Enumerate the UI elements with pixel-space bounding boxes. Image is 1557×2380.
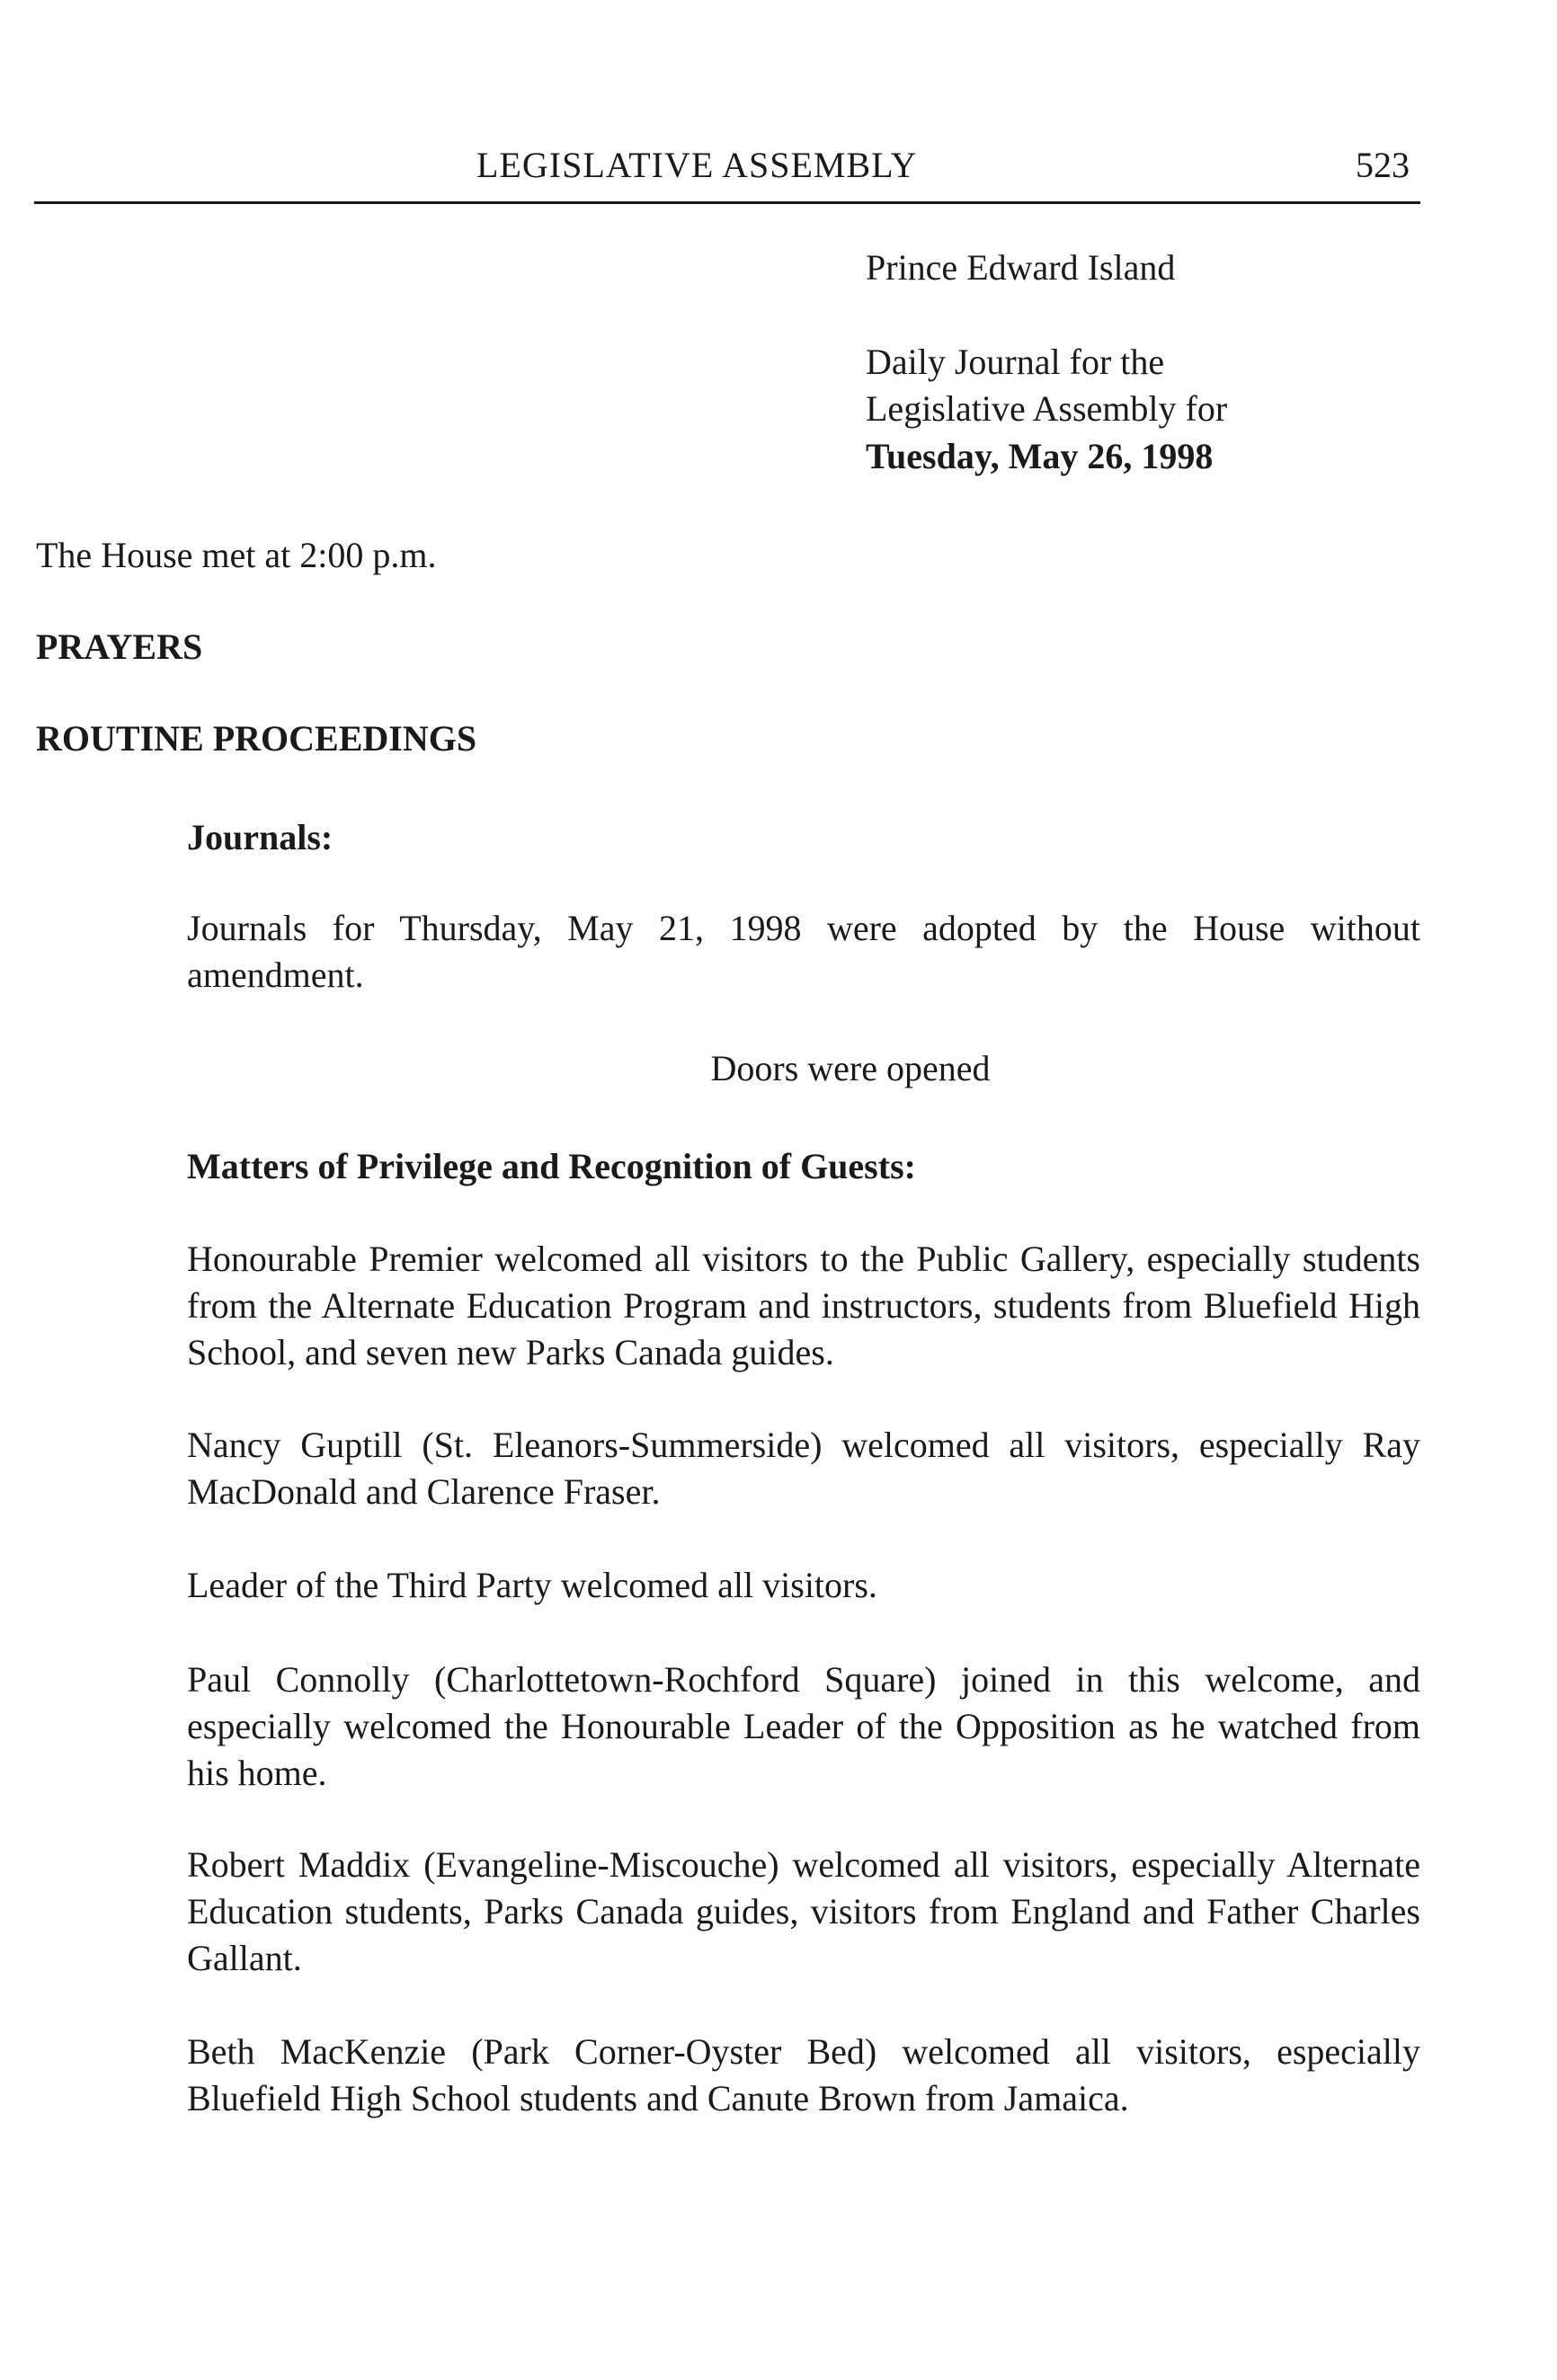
running-header-title: LEGISLATIVE ASSEMBLY xyxy=(476,145,918,185)
guest-paragraph: Honourable Premier welcomed all visitors to the Public Gallery, especially students from the Alternate Education Program and instructors, students from Bluefield High School, and seven new Parks Canada guides. xyxy=(187,1239,1420,1372)
journal-date: Tuesday, May 26, 1998 xyxy=(866,436,1214,476)
guest-paragraph: Paul Connolly (Charlottetown-Rochford Square) joined in this welcome, and especially welcomed the Honourable Leader of the Opposition as he watched from his home. xyxy=(187,1659,1420,1793)
header-rule xyxy=(34,201,1420,204)
doors-opened-line: Doors were opened xyxy=(710,1048,991,1088)
routine-proceedings-heading: ROUTINE PROCEEDINGS xyxy=(36,718,477,759)
house-met-line: The House met at 2:00 p.m. xyxy=(36,535,437,575)
guest-paragraph: Beth MacKenzie (Park Corner-Oyster Bed) welcomed all visitors, especially Bluefield High School students and Canute Brown from Jamaica. xyxy=(187,2031,1420,2118)
journals-heading: Journals: xyxy=(187,817,334,857)
province-name: Prince Edward Island xyxy=(866,247,1176,288)
journal-title-line2: Legislative Assembly for xyxy=(866,388,1228,429)
guest-paragraph: Nancy Guptill (St. Eleanors-Summerside) welcomed all visitors, especially Ray MacDonald and Clarence Fraser. xyxy=(187,1425,1420,1512)
page-number: 523 xyxy=(1356,145,1410,185)
journal-title-line1: Daily Journal for the xyxy=(866,342,1165,382)
guest-paragraph: Robert Maddix (Evangeline-Miscouche) welcomed all visitors, especially Alternate Education students, Parks Canada guides, visitors from England and Father Charles Gallant. xyxy=(187,1844,1420,1978)
journals-paragraph: Journals for Thursday, May 21, 1998 were adopted by the House without amendment. xyxy=(187,908,1420,995)
privilege-heading: Matters of Privilege and Recognition of Guests: xyxy=(187,1146,916,1186)
guest-paragraph: Leader of the Third Party welcomed all visitors. xyxy=(187,1565,877,1605)
prayers-heading: PRAYERS xyxy=(36,626,203,667)
